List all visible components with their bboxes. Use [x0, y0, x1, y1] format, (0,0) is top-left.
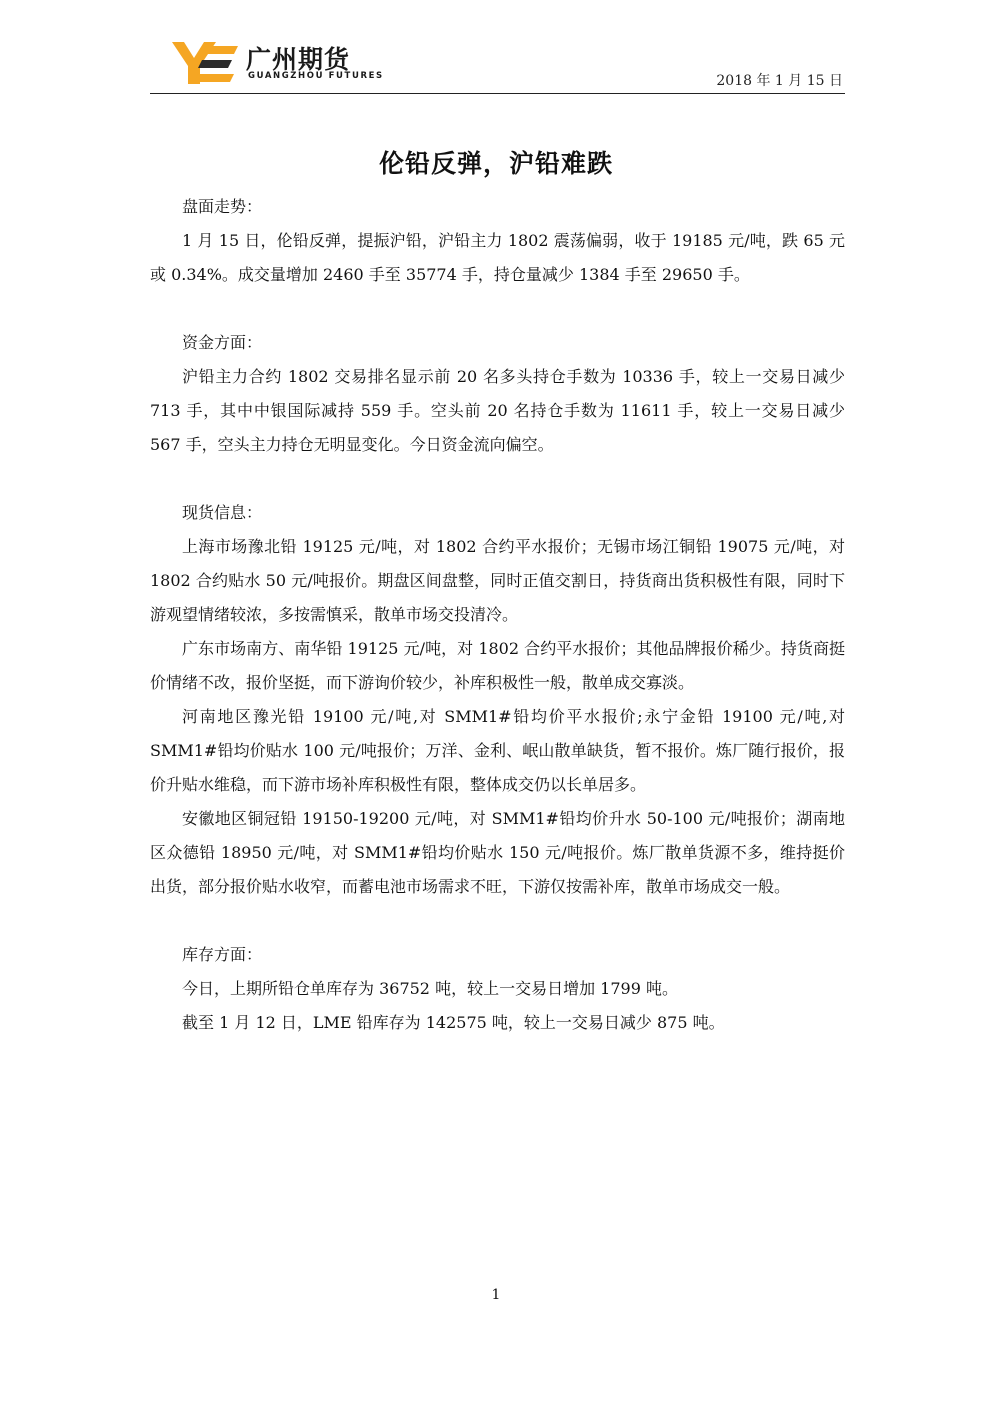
- logo-chinese-name: 广州期货: [246, 45, 351, 74]
- paragraph: 安徽地区铜冠铅 19150-19200 元/吨，对 SMM1#铅均价升水 50-100 元/吨报价；湖南地区众德铅 18950 元/吨，对 SMM1#铅均价贴水 150 元/吨报价。炼厂散单货源不多，维持挺价出货，部分报价贴水收窄，而蓄电池市场需求不旺，下游仅按需补库，散单市场成交一般。: [150, 809, 845, 896]
- section-heading: 库存方面：: [182, 945, 263, 964]
- paragraph: 今日，上期所铅仓单库存为 36752 吨，较上一交易日增加 1799 吨。: [182, 979, 678, 998]
- section-heading: 盘面走势：: [182, 197, 263, 216]
- section-heading: 资金方面：: [182, 333, 263, 352]
- section-spot-info: [150, 496, 845, 904]
- section-market-trend: [150, 190, 845, 292]
- guangzhou-futures-logo-icon: [172, 40, 242, 86]
- paragraph: 截至 1 月 12 日，LME 铅库存为 142575 吨，较上一交易日减少 875 吨。: [182, 1013, 725, 1032]
- page-header: [150, 36, 845, 94]
- section-heading: 现货信息：: [182, 503, 263, 522]
- report-title: 伦铅反弹，沪铅难跌: [378, 149, 613, 178]
- company-logo: [172, 40, 402, 88]
- section-funds: [150, 326, 845, 462]
- paragraph: 广东市场南方、南华铅 19125 元/吨，对 1802 合约平水报价；其他品牌报价稀少。持货商挺价情绪不改，报价坚挺，而下游询价较少，补库积极性一般，散单成交寡淡。: [150, 639, 845, 692]
- paragraph: 沪铅主力合约 1802 交易排名显示前 20 名多头持仓手数为 10336 手，较上一交易日减少 713 手，其中中银国际减持 559 手。空头前 20 名持仓手数为 11611 手，较上一交易日减少 567 手，空头主力持仓无明显变化。今日资金流向偏空。: [150, 367, 845, 454]
- logo-english-name: GUANGZHOU FUTURES: [248, 71, 384, 81]
- report-date: 2018 年 1 月 15 日: [716, 73, 843, 89]
- page-number: 1: [491, 1287, 501, 1303]
- section-inventory: [150, 938, 845, 1040]
- paragraph: 上海市场豫北铅 19125 元/吨，对 1802 合约平水报价；无锡市场江铜铅 19075 元/吨，对 1802 合约贴水 50 元/吨报价。期盘区间盘整，同时正值交割日，持货商出货积极性有限，同时下游观望情绪较浓，多按需慎采，散单市场交投清冷。: [150, 537, 845, 624]
- paragraph: 河南地区豫光铅 19100 元/吨,对 SMM1#铅均价平水报价;永宁金铅 19100 元/吨,对 SMM1#铅均价贴水 100 元/吨报价；万洋、金利、岷山散单缺货，暂不报价。炼厂随行报价，报价升贴水维稳，而下游市场补库积极性有限，整体成交仍以长单居多。: [150, 707, 845, 794]
- report-body: [150, 190, 845, 1040]
- paragraph: 1 月 15 日，伦铅反弹，提振沪铅，沪铅主力 1802 震荡偏弱，收于 19185 元/吨，跌 65 元或 0.34%。成交量增加 2460 手至 35774 手，持仓量减少 1384 手至 29650 手。: [150, 231, 845, 284]
